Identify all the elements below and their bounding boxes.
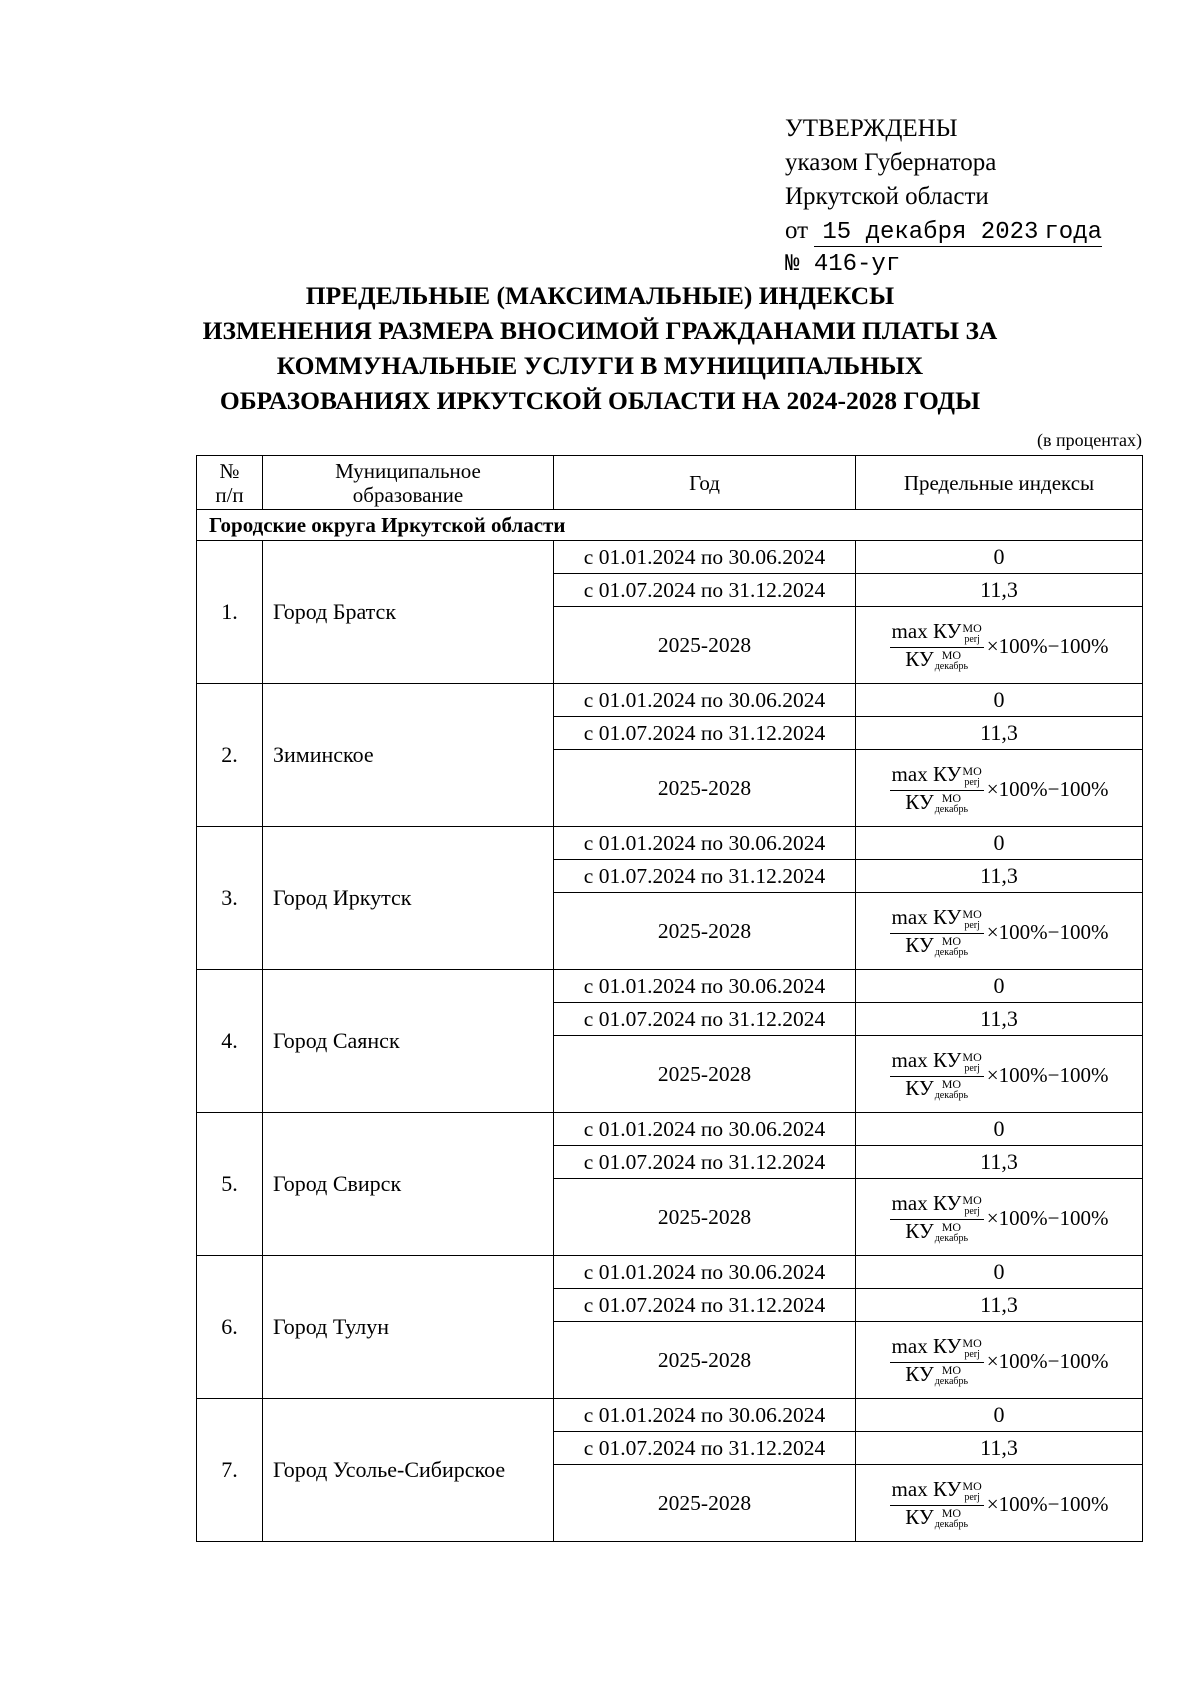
formula-sub-den: декабрь [934, 1232, 969, 1244]
title-line-2: ИЗМЕНЕНИЯ РАЗМЕРА ВНОСИМОЙ ГРАЖДАНАМИ ПЛАТЫ ЗА [202, 316, 998, 345]
formula-sub-num: perj [964, 633, 980, 645]
formula-ku: КУ [932, 1191, 962, 1216]
formula-fraction [890, 763, 984, 814]
formula-rest: ×100%−100% [986, 1062, 1109, 1087]
section-title: Городские округа Иркутской области [197, 510, 1143, 541]
formula-denominator [905, 1506, 968, 1530]
formula-sub-den: декабрь [934, 660, 969, 672]
row-index: 0 [856, 827, 1143, 860]
row-index: 11,3 [856, 1432, 1143, 1465]
row-year: с 01.07.2024 по 31.12.2024 [554, 574, 856, 607]
row-year: 2025-2028 [554, 1465, 856, 1542]
row-year: с 01.07.2024 по 31.12.2024 [554, 1432, 856, 1465]
table-row [197, 1256, 1143, 1289]
index-formula [890, 1049, 1109, 1100]
formula-numerator-scripts [962, 1478, 982, 1503]
formula-denominator-scripts [934, 1219, 969, 1244]
formula-sup: МО [962, 906, 982, 921]
index-formula [890, 1335, 1109, 1386]
index-formula [890, 763, 1109, 814]
formula-denominator-scripts [934, 1362, 969, 1387]
formula-denominator-scripts [934, 1505, 969, 1530]
table-row [197, 827, 1143, 860]
row-year: с 01.01.2024 по 30.06.2024 [554, 1113, 856, 1146]
formula-numerator-scripts [962, 620, 982, 645]
formula-numerator [890, 1049, 984, 1076]
approval-date-value: 15 декабря 2023 [814, 220, 1044, 247]
formula-denominator [905, 648, 968, 672]
table-row [197, 684, 1143, 717]
formula-max: max [891, 1048, 928, 1073]
row-index: 0 [856, 970, 1143, 1003]
formula-sub-den: декабрь [934, 1518, 969, 1530]
formula-numerator [890, 620, 984, 647]
formula-sup: МО [962, 620, 982, 635]
table-row [197, 1399, 1143, 1432]
formula-sup: МО [962, 763, 982, 778]
approval-region: Иркутской области [785, 183, 989, 210]
formula-sub-num: perj [964, 1348, 980, 1360]
formula-ku-den: КУ [905, 1504, 934, 1529]
header-municipality-line2: образование [352, 482, 464, 507]
formula-ku: КУ [932, 1477, 962, 1502]
row-index [856, 1036, 1143, 1113]
formula-denominator-scripts [934, 790, 969, 815]
row-year: с 01.07.2024 по 31.12.2024 [554, 717, 856, 750]
index-formula [890, 1192, 1109, 1243]
row-index [856, 1322, 1143, 1399]
header-number-label: п/п [215, 482, 244, 507]
index-formula [890, 906, 1109, 957]
row-municipality: Город Братск [263, 541, 554, 684]
approval-number-value: 416-уг [813, 251, 901, 278]
row-year: с 01.01.2024 по 30.06.2024 [554, 827, 856, 860]
table-header-row [197, 456, 1143, 510]
row-number: 2. [197, 684, 263, 827]
approval-date-suffix: года [1044, 219, 1103, 246]
row-year: с 01.07.2024 по 31.12.2024 [554, 1146, 856, 1179]
row-index: 0 [856, 1113, 1143, 1146]
row-year: с 01.07.2024 по 31.12.2024 [554, 1289, 856, 1322]
formula-ku-den: КУ [905, 1075, 934, 1100]
formula-ku: КУ [932, 905, 962, 930]
row-index: 11,3 [856, 860, 1143, 893]
row-year: с 01.07.2024 по 31.12.2024 [554, 1003, 856, 1036]
formula-max: max [891, 619, 928, 644]
formula-rest: ×100%−100% [986, 633, 1109, 658]
formula-numerator-scripts [962, 906, 982, 931]
row-year: 2025-2028 [554, 1179, 856, 1256]
formula-rest: ×100%−100% [986, 1205, 1109, 1230]
title-line-3: КОММУНАЛЬНЫЕ УСЛУГИ В МУНИЦИПАЛЬНЫХ [276, 351, 924, 380]
formula-fraction [890, 906, 984, 957]
formula-rest: ×100%−100% [986, 919, 1109, 944]
approval-authority: указом Губернатора [785, 149, 997, 176]
formula-fraction [890, 620, 984, 671]
row-year: с 01.01.2024 по 30.06.2024 [554, 1256, 856, 1289]
formula-denominator [905, 1363, 968, 1387]
formula-numerator-scripts [962, 1335, 982, 1360]
index-formula [890, 620, 1109, 671]
row-index: 0 [856, 684, 1143, 717]
formula-rest: ×100%−100% [986, 1348, 1109, 1373]
approval-number-prefix: № [785, 251, 800, 278]
formula-rest: ×100%−100% [986, 1491, 1109, 1516]
formula-sup-den: МО [941, 1362, 962, 1377]
approval-date-prefix: от [785, 217, 809, 244]
formula-fraction [890, 1192, 984, 1243]
formula-rest: ×100%−100% [986, 776, 1109, 801]
index-formula [890, 1478, 1109, 1529]
formula-fraction [890, 1478, 984, 1529]
formula-denominator [905, 934, 968, 958]
formula-max: max [891, 1334, 928, 1359]
header-municipality [263, 456, 554, 510]
formula-sup-den: МО [941, 790, 962, 805]
units-note: (в процентах) [1037, 430, 1142, 450]
row-index: 11,3 [856, 1289, 1143, 1322]
row-year: 2025-2028 [554, 1036, 856, 1113]
formula-numerator-scripts [962, 1192, 982, 1217]
formula-fraction [890, 1049, 984, 1100]
title-line-4: ОБРАЗОВАНИЯХ ИРКУТСКОЙ ОБЛАСТИ НА 2024-2028 ГОДЫ [219, 386, 981, 415]
formula-numerator [890, 1478, 984, 1505]
row-year: с 01.01.2024 по 30.06.2024 [554, 970, 856, 1003]
table-body [197, 510, 1143, 1542]
formula-denominator-scripts [934, 647, 969, 672]
row-index: 0 [856, 1256, 1143, 1289]
row-municipality: Город Свирск [263, 1113, 554, 1256]
row-index [856, 607, 1143, 684]
row-number: 1. [197, 541, 263, 684]
header-number-sign: № [219, 458, 240, 483]
formula-sup-den: МО [941, 1076, 962, 1091]
row-number: 4. [197, 970, 263, 1113]
title-line-1: ПРЕДЕЛЬНЫЕ (МАКСИМАЛЬНЫЕ) ИНДЕКСЫ [305, 281, 895, 310]
row-index: 0 [856, 541, 1143, 574]
formula-denominator-scripts [934, 1076, 969, 1101]
approval-stamp [785, 112, 1165, 282]
row-year: 2025-2028 [554, 1322, 856, 1399]
formula-sub-den: декабрь [934, 1089, 969, 1101]
formula-sup: МО [962, 1335, 982, 1350]
formula-sub-num: perj [964, 1062, 980, 1074]
formula-max: max [891, 762, 928, 787]
document-title [150, 278, 1050, 418]
formula-max: max [891, 905, 928, 930]
row-year: 2025-2028 [554, 893, 856, 970]
formula-ku: КУ [932, 1334, 962, 1359]
formula-max: max [891, 1191, 928, 1216]
formula-sup: МО [962, 1192, 982, 1207]
row-municipality: Город Усолье-Сибирское [263, 1399, 554, 1542]
row-year: с 01.07.2024 по 31.12.2024 [554, 860, 856, 893]
table-row [197, 970, 1143, 1003]
approval-date-line [785, 214, 1165, 248]
formula-sub-den: декабрь [934, 946, 969, 958]
formula-denominator [905, 791, 968, 815]
formula-ku: КУ [932, 619, 962, 644]
section-row [197, 510, 1143, 541]
row-number: 5. [197, 1113, 263, 1256]
formula-sup: МО [962, 1049, 982, 1064]
row-index: 11,3 [856, 717, 1143, 750]
row-index [856, 1465, 1143, 1542]
row-index: 11,3 [856, 1003, 1143, 1036]
indices-table [196, 455, 1143, 1542]
table-row [197, 541, 1143, 574]
row-municipality: Город Тулун [263, 1256, 554, 1399]
formula-sup-den: МО [941, 1505, 962, 1520]
formula-sub-num: perj [964, 776, 980, 788]
formula-ku-den: КУ [905, 1218, 934, 1243]
formula-ku-den: КУ [905, 932, 934, 957]
formula-max: max [891, 1477, 928, 1502]
formula-sub-num: perj [964, 1205, 980, 1217]
row-municipality: Зиминское [263, 684, 554, 827]
formula-numerator [890, 1335, 984, 1362]
row-municipality: Город Саянск [263, 970, 554, 1113]
formula-sup-den: МО [941, 933, 962, 948]
formula-denominator-scripts [934, 933, 969, 958]
row-index [856, 893, 1143, 970]
formula-numerator [890, 763, 984, 790]
formula-numerator-scripts [962, 1049, 982, 1074]
row-index [856, 1179, 1143, 1256]
formula-numerator [890, 906, 984, 933]
table-row [197, 1113, 1143, 1146]
row-year: с 01.01.2024 по 30.06.2024 [554, 1399, 856, 1432]
row-index: 0 [856, 1399, 1143, 1432]
formula-ku: КУ [932, 762, 962, 787]
approval-heading: УТВЕРЖДЕНЫ [785, 115, 958, 142]
row-year: с 01.01.2024 по 30.06.2024 [554, 541, 856, 574]
formula-sup-den: МО [941, 1219, 962, 1234]
row-index: 11,3 [856, 1146, 1143, 1179]
header-year: Год [554, 456, 856, 510]
row-municipality: Город Иркутск [263, 827, 554, 970]
formula-numerator [890, 1192, 984, 1219]
formula-sub-den: декабрь [934, 1375, 969, 1387]
formula-ku: КУ [932, 1048, 962, 1073]
header-municipality-line1: Муниципальное [335, 458, 481, 483]
formula-ku-den: КУ [905, 1361, 934, 1386]
header-number [197, 456, 263, 510]
formula-sup-den: МО [941, 647, 962, 662]
row-number: 6. [197, 1256, 263, 1399]
row-number: 7. [197, 1399, 263, 1542]
formula-ku-den: КУ [905, 646, 934, 671]
row-number: 3. [197, 827, 263, 970]
row-index: 11,3 [856, 574, 1143, 607]
row-year: 2025-2028 [554, 607, 856, 684]
row-year: с 01.01.2024 по 30.06.2024 [554, 684, 856, 717]
formula-sub-num: perj [964, 1491, 980, 1503]
formula-sup: МО [962, 1478, 982, 1493]
formula-denominator [905, 1220, 968, 1244]
header-index: Предельные индексы [856, 456, 1143, 510]
formula-numerator-scripts [962, 763, 982, 788]
formula-sub-den: декабрь [934, 803, 969, 815]
row-year: 2025-2028 [554, 750, 856, 827]
formula-fraction [890, 1335, 984, 1386]
formula-ku-den: КУ [905, 789, 934, 814]
approval-number-line [785, 248, 1165, 282]
formula-sub-num: perj [964, 919, 980, 931]
formula-denominator [905, 1077, 968, 1101]
row-index [856, 750, 1143, 827]
